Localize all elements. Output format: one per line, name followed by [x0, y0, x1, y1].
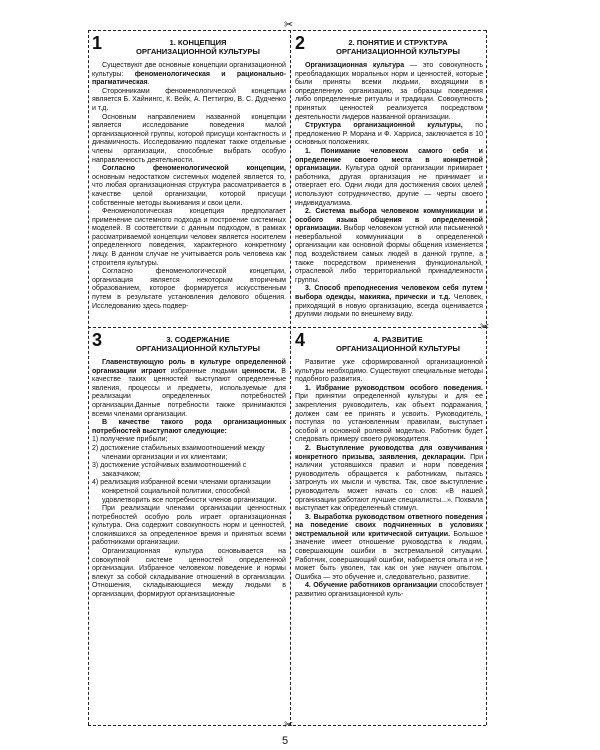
card-3-content: [92, 331, 286, 721]
paragraph: В качестве такого рода организационных потребностей выступают следующие:: [92, 419, 286, 435]
card-4-development: [295, 331, 483, 721]
paragraph: Согласно феноменологической концепции, основным недостатком системных моделей является то, что любая организационная структура рассматривается в качестве целой организации, которой присущи собственные методы выживания и свои цели.: [92, 165, 286, 207]
card-number: 1: [92, 34, 103, 53]
paragraph: 4. Обучение работников организации способствует развитию организационной куль-: [295, 582, 483, 599]
paragraph: При реализации членами организации ценностных потребностей особую роль играет организационная культура. Она содержит совокупность норм и ценностей, сложившихся за определенное время и принятых всеми работниками организации.: [92, 505, 286, 547]
paragraph: 1. Избрание руководством особого поведения. При принятии определенной культуры и для ее закрепления руководитель, как объект подражания, должен сам ее принять и усвоить. Руководитель, поступая по установленным правилам, выступает особой и основной ролевой моделью. Работник будет следовать примеру своего руководителя.: [295, 384, 483, 444]
page-number: 5: [282, 735, 289, 747]
scissors-icon: ✂: [480, 321, 490, 333]
card-1-concept: [92, 34, 286, 324]
cut-line-vertical: [290, 30, 291, 725]
paragraph: Основным направлением названной концепции является исследование поведения малой организационной группы, которой присущи контактность и динамичность. Исследованию подлежат также отдельные члены организации, способные выбрать особую направленность деятельности.: [92, 113, 286, 164]
paragraph: Организационная культура основывается на совокупной системе ценностей определенной организации. Избранное человеком поведение и нормы влекут за собой складывание отношений в организации. Отношения, складывающиеся между людьми в организации, формируют организационные: [92, 548, 286, 599]
needs-list: [92, 436, 286, 505]
list-item: 4) реализация избранной всеми членами организации конкретной социальной политики, способной удовлетворить все потребности членов организации.: [92, 479, 277, 504]
paragraph: 3. Способ преподнесения человеком себя путем выбора одежды, макияжа, прически и т.д. Человек, приходящий в новую организацию, всегда оценивается другими людьми по внешнему виду.: [295, 285, 483, 319]
paragraph: Сторонниками феноменологической концепции является Б. Хайнингс, К. Вейк, А. Петтигрю, В. С. Дудченко и т.д.: [92, 87, 286, 112]
card-2-structure: [295, 34, 483, 324]
paragraph: 2. Система выбора человеком коммуникации и особого языка общения в определенной организации. Выбор человеком устной или письменной невербальной коммуникации в определенной организации как основной формы общения изменяется под воздействием самых людей в данной группе, а также посредством применения функциональной, отраслевой либо территориальной принадлежности группы.: [295, 208, 483, 284]
paragraph: Развитие уже сформированной организационной культуры необходимо. Существуют специальные методы подобного развития.: [295, 359, 483, 384]
card-number: 3: [92, 331, 103, 350]
paragraph: Феноменологическая концепция предполагает применение системного подхода и построение системных моделей. В соответствии с данным подходом, в рамках рассматриваемой концепции человек является носителем определенного поведения, характерного конкретному лицу. В данном случае не учитывается роль человека как строителя культуры.: [92, 208, 286, 267]
paragraph: Структура организационной культуры, по предложению Р. Морана и Ф. Харриса, заключается в 10 основных положениях.: [295, 122, 483, 147]
paragraph: Существуют две основные концепции организационной культуры: феноменологическая и рационально-прагматическая.: [92, 62, 286, 87]
cut-line-left: [88, 30, 89, 725]
card-number: 2: [295, 34, 306, 53]
card-title: 3. СОДЕРЖАНИЕ ОРГАНИЗАЦИОННОЙ КУЛЬТУРЫ: [136, 335, 260, 353]
card-title: 2. ПОНЯТИЕ И СТРУКТУРА ОРГАНИЗАЦИОННОЙ КУЛЬТУРЫ: [336, 38, 460, 56]
paragraph: Главенствующую роль в культуре определенной организации играют избранные людьми ценности. В качестве таких ценностей выступают определенные явления, процессы и предметы, используемые для реализации определенных потребностей организации.Данные потребности также принимаются всеми членами организации.: [92, 359, 286, 418]
scissors-icon: ✂: [284, 719, 294, 731]
list-item: 2) достижение стабильных взаимоотношений между членами организации и их клиентами;: [92, 444, 265, 461]
card-title: 1. КОНЦЕПЦИЯ ОРГАНИЗАЦИОННОЙ КУЛЬТУРЫ: [136, 38, 260, 56]
paragraph: 1. Понимание человеком самого себя и определение своего места в конкретной организации. Культура одной организации примирает работника, другая организация не принимает и отвергает его. Одни люди для достижения своих целей используют сотрудничество, другие — черты своего индивидуализма.: [295, 147, 483, 207]
paragraph: 2. Выступление руководства для озвучивания конкретного призыва, заявления, декларации. При наличии устоявшихся правил и норм поведения руководитель обращается к работникам, пытаясь затронуть их мысли и чувства. Так, свое выступление руководитель может начать со слов: «В нашей организации работают лучшие специалисты...». Похвала выступает как определенный стимул.: [295, 444, 483, 513]
cut-line-right: [486, 30, 487, 725]
paragraph: 3. Выработка руководством ответного поведения на поведение своих подчиненных в условиях экстремальной или критической ситуации. Большое значение имеет отношение руководства к людям, совершающим ошибки в экстремальной ситуации. Работник, совершающий ошибки, набирается опыта и не может быть уволен, так как он уже научен опытом. Ошибка — это обучение и, следовательно, развитие.: [295, 513, 483, 581]
paragraph: Согласно феноменологической концепции, организация является некоторым вторичным образованием, которое формируется искусственным путем в результате установления делового общения. Исследованию здесь подвер-: [92, 268, 286, 310]
cut-line-horizontal: [88, 327, 486, 328]
list-item: 1) получение прибыли;: [92, 436, 168, 444]
paragraph: Организационная культура — это совокупность преобладающих моральных норм и ценностей, которые были приняты всеми людьми, входящими в определенную организацию, за образцы поведения либо определенные ритуалы и традиции. Совокупность принятых ценностей реализуется посредством деятельности лидеров названной организации.: [295, 62, 483, 121]
card-title: 4. РАЗВИТИЕ ОРГАНИЗАЦИОННОЙ КУЛЬТУРЫ: [336, 335, 460, 353]
list-item: 3) достижение устойчивых взаимоотношений с заказчиком;: [92, 462, 247, 478]
scissors-icon: ✂: [284, 19, 294, 31]
card-number: 4: [295, 331, 306, 350]
